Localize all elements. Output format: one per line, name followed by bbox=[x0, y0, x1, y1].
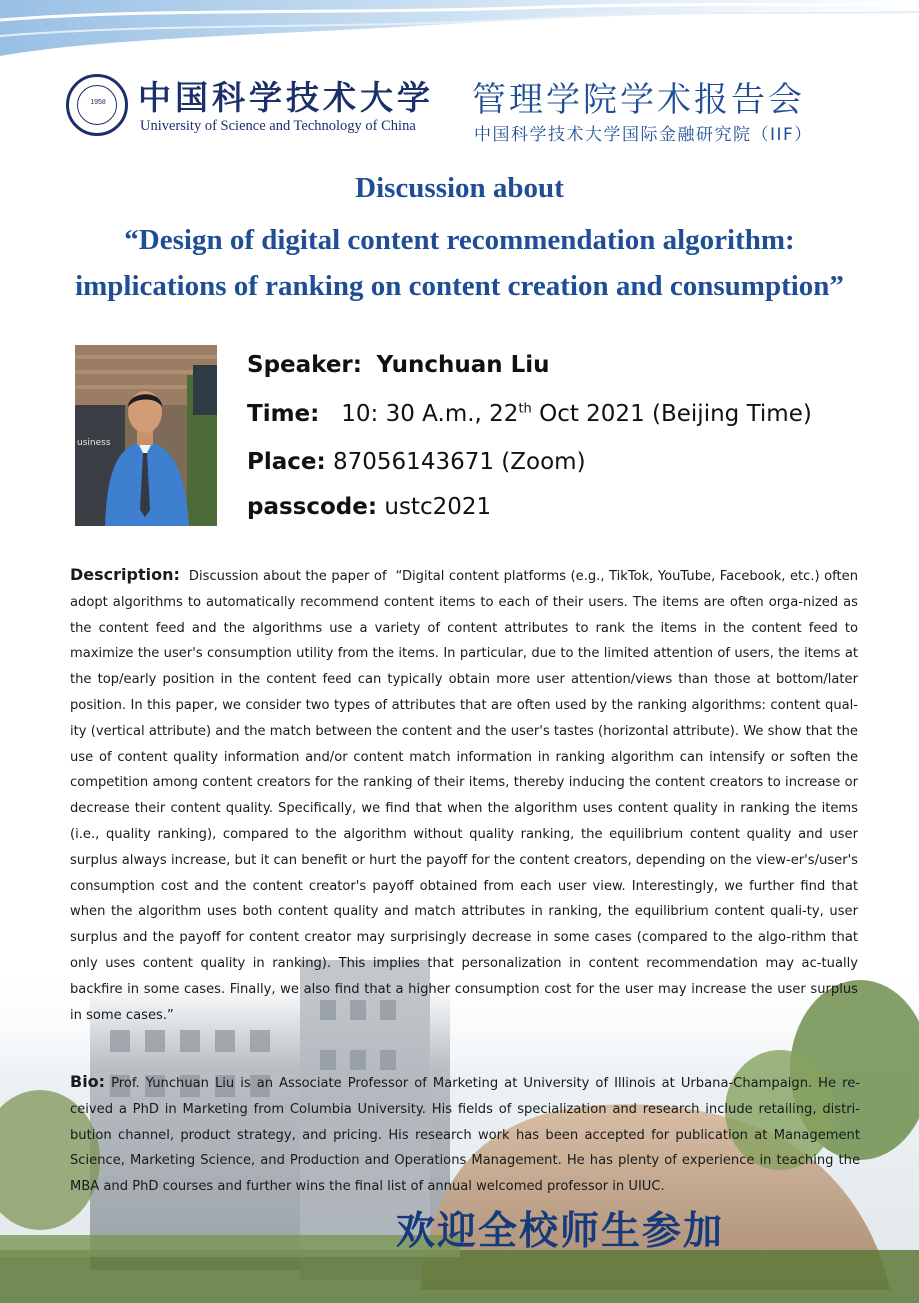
time-value: 10: 30 A.m., 22 bbox=[341, 401, 519, 427]
passcode-label: passcode: bbox=[247, 494, 378, 520]
speaker-line bbox=[247, 352, 550, 378]
welcome-slogan: 欢迎全校师生参加 bbox=[396, 1208, 725, 1254]
place-label: Place: bbox=[247, 449, 326, 475]
description-text: Discussion about the paper of “Digital content platforms (e.g., TikTok, YouTube, Facebook, etc.) often adopt algorithms to automatically recommend content items to each of their users. The items are often orga-nized as the content feed and the algorithms use a variety of content attributes to rank the items in the content feed to maximize the user's consumption utility from the items. In particular, due to the limited attention of users, the items at the top/early position in the content feed can typically obtain more user attention/views than those at bottom/later position. In this paper, we consider two types of attributes that are often used by the ranking algorithms: content qual-ity (vertical attribute) and the match between the content and the user's tastes (horizontal attribute). We show that the use of content quality information and/or content match information in ranking algorithm can intensify or soften the competition among content creators for the ranking of their items, thereby inducing the content creators to increase or decrease their content quality. Specifically, we find that when the algorithm uses content quality in ranking the items (i.e., quality ranking), compared to the algorithm without quality ranking, the equilibrium content quality and user surplus always increase, but it can benefit or hurt the payoff for the content creators, depending on the view-er's/user's consumption cost and the content creator's payoff obtained from each user view. Interestingly, we further find that when the algorithm uses both content quality and match attributes in ranking, the equilibrium content quali-ty, user surplus and the payoff for content creator may surprisingly decrease in some cases (compared to the algo-rithm that only uses content quality in ranking). This implies that personalization in content recommendation may ac-tually backfire in some cases. Finally, we also find that a higher consumption cost for the user may increase the user surplus in some cases.” bbox=[70, 569, 859, 1023]
description-paragraph bbox=[70, 562, 858, 1028]
header-wave-decoration bbox=[0, 0, 919, 70]
event-title: 管理学院学术报告会 bbox=[472, 80, 805, 120]
time-ordinal: th bbox=[518, 401, 532, 417]
event-subtitle: 中国科学技术大学国际金融研究院（IIF） bbox=[474, 125, 813, 145]
place-value: 87056143671 (Zoom) bbox=[333, 449, 586, 475]
bio-text: Prof. Yunchuan Liu is an Associate Professor of Marketing at University of Illinois at Urbana-Champaign. He re-ceived a PhD in Marketing from Columbia University. His fields of specialization and research include retailing, distri-bution channel, product strategy, and pricing. His research work has been accepted for publication at Management Science, Marketing Science, and Production and Operations Management. He has plenty of experience in teaching the MBA and PhD courses and further wins the final list of annual welcomed professor in UIUC. bbox=[70, 1076, 860, 1195]
ustc-seal-logo bbox=[66, 74, 128, 136]
speaker-label: Speaker: bbox=[247, 352, 362, 378]
university-name-cn: 中国科学技术大学 bbox=[138, 78, 434, 117]
talk-title-line-2: “Design of digital content recommendation algorithm: bbox=[124, 224, 795, 256]
passcode-value: ustc2021 bbox=[384, 494, 492, 520]
speaker-photo bbox=[75, 345, 217, 526]
description-label: Description: bbox=[70, 565, 180, 584]
bio-paragraph bbox=[70, 1069, 860, 1200]
time-label: Time: bbox=[247, 401, 320, 427]
bio-label: Bio: bbox=[70, 1072, 106, 1091]
time-value-rest: Oct 2021 (Beijing Time) bbox=[531, 401, 812, 427]
talk-title-line-3: implications of ranking on content creation and consumption” bbox=[75, 270, 844, 302]
talk-title-line-1: Discussion about bbox=[355, 172, 564, 204]
passcode-line bbox=[247, 494, 491, 520]
place-line bbox=[247, 449, 586, 475]
speaker-name: Yunchuan Liu bbox=[376, 352, 550, 378]
time-line bbox=[247, 401, 812, 427]
university-name-en: University of Science and Technology of China bbox=[140, 118, 416, 134]
seal-year: 1958 bbox=[90, 99, 106, 106]
photo-sign-text: usiness bbox=[77, 438, 111, 448]
